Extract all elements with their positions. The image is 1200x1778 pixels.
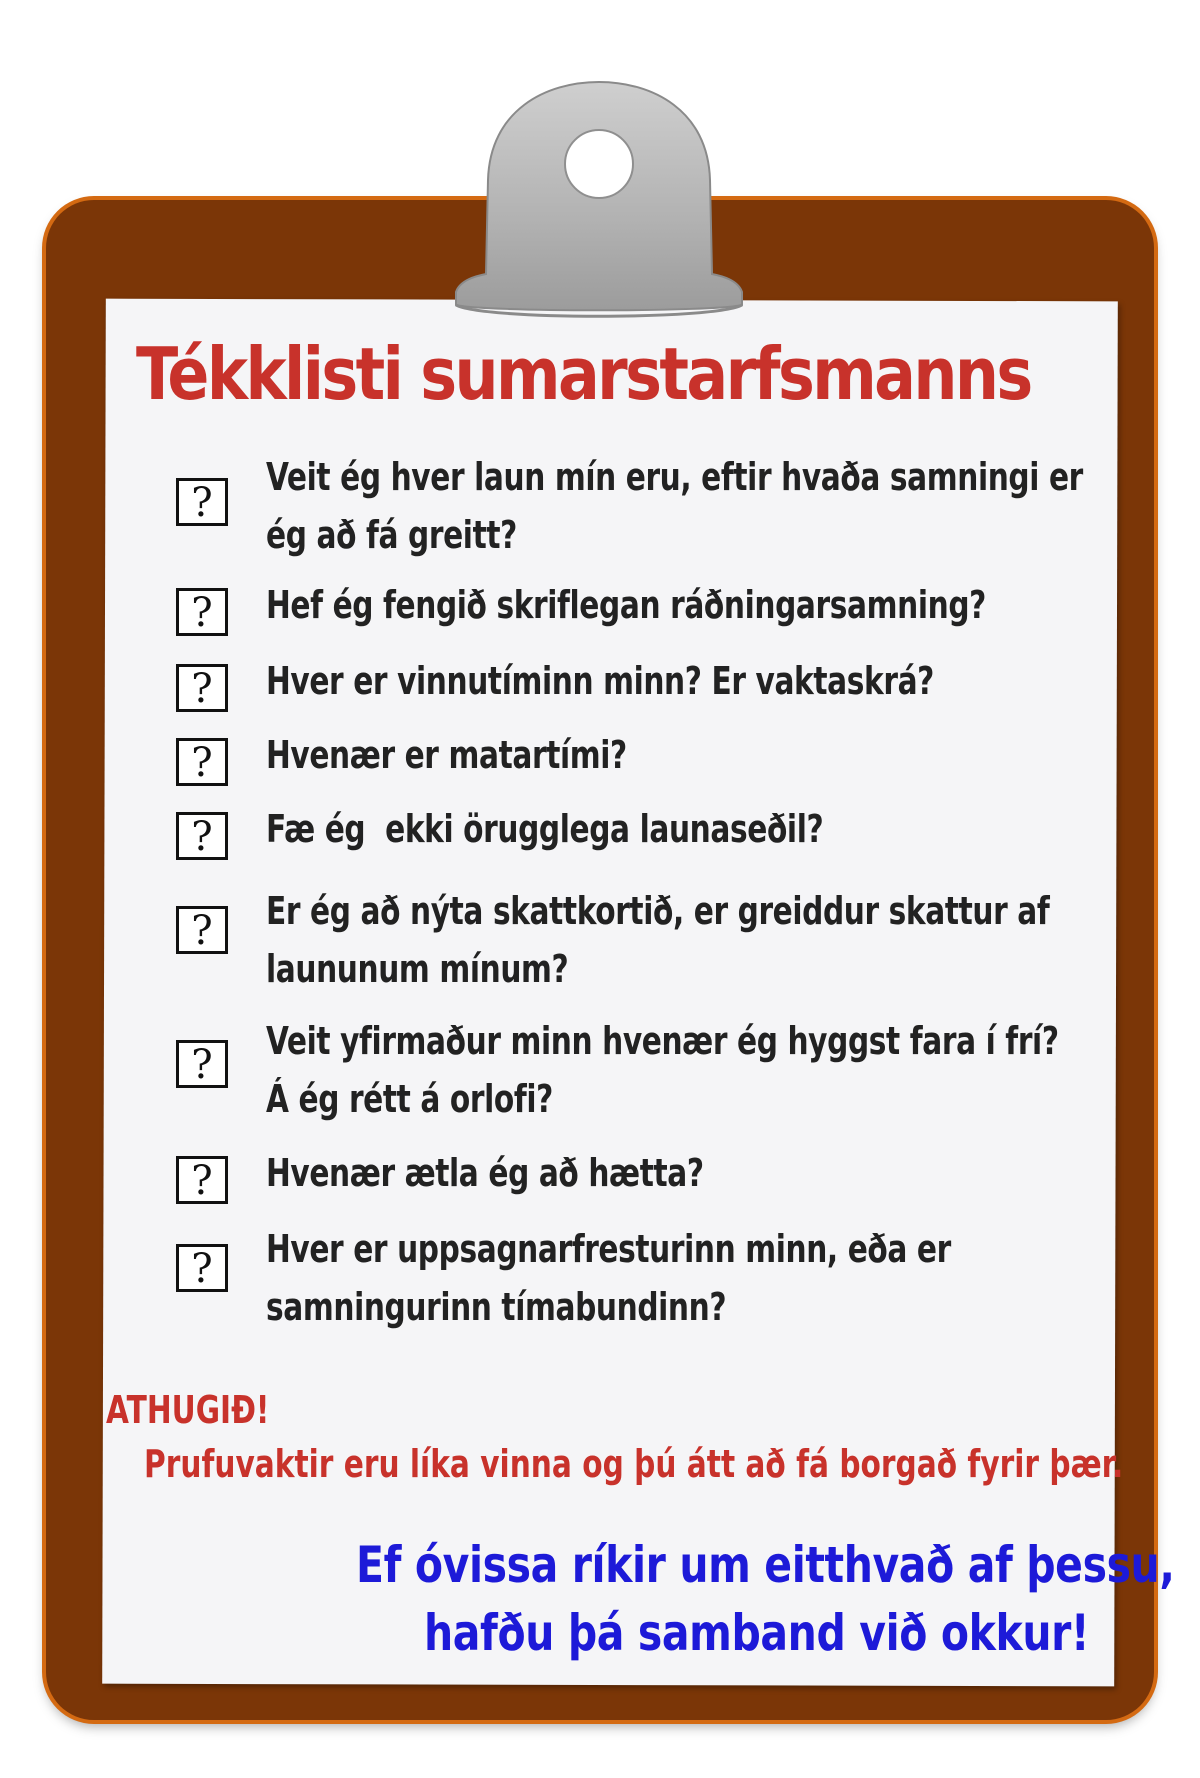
clipboard-clip-icon — [416, 80, 782, 330]
checkbox-icon[interactable]: ? — [176, 812, 228, 860]
cta-line-2: hafðu þá samband við okkur! — [424, 1604, 1090, 1662]
warning-text: Prufuvaktir eru líka vinna og þú átt að fá borgað fyrir þær. — [144, 1442, 1124, 1486]
checkbox-icon[interactable]: ? — [176, 1244, 228, 1292]
cta-line-1: Ef óvissa ríkir um eitthvað af þessu, — [356, 1536, 1175, 1594]
checkbox-icon[interactable]: ? — [176, 1156, 228, 1204]
checklist-item-text: Hvenær ætla ég að hætta? — [266, 1151, 704, 1195]
checkbox-icon[interactable]: ? — [176, 478, 228, 526]
checklist-item-text: Er ég að nýta skattkortið, er greiddur skattur af — [266, 889, 1050, 933]
checklist-item-text: Hvenær er matartími? — [266, 733, 627, 777]
checklist-item-text-line2: Á ég rétt á orlofi? — [266, 1077, 553, 1121]
checkbox-icon[interactable]: ? — [176, 1040, 228, 1088]
checkbox-icon[interactable]: ? — [176, 738, 228, 786]
checklist-item-text: Hver er uppsagnarfresturinn minn, eða er — [266, 1227, 951, 1271]
checklist-item-text-line2: ég að fá greitt? — [266, 513, 517, 557]
checklist-item-text-line2: laununum mínum? — [266, 947, 569, 991]
checklist-item-text: Hef ég fengið skriflegan ráðningarsamning? — [266, 583, 986, 627]
checklist-item-text: Veit yfirmaður minn hvenær ég hyggst fara í frí? — [266, 1019, 1059, 1063]
checklist-item-text: Veit ég hver laun mín eru, eftir hvaða samningi er — [266, 455, 1083, 499]
checkbox-icon[interactable]: ? — [176, 906, 228, 954]
checklist-item-text: Fæ ég ekki örugglega launaseðil? — [266, 807, 824, 851]
checklist-item-text-line2: samningurinn tímabundinn? — [266, 1285, 727, 1329]
warning-heading: ATHUGIÐ! — [106, 1388, 270, 1432]
checkbox-icon[interactable]: ? — [176, 664, 228, 712]
checklist-item-text: Hver er vinnutíminn minn? Er vaktaskrá? — [266, 659, 934, 703]
page-title: Tékklisti sumarstarfsmanns — [136, 332, 1031, 416]
checkbox-icon[interactable]: ? — [176, 588, 228, 636]
